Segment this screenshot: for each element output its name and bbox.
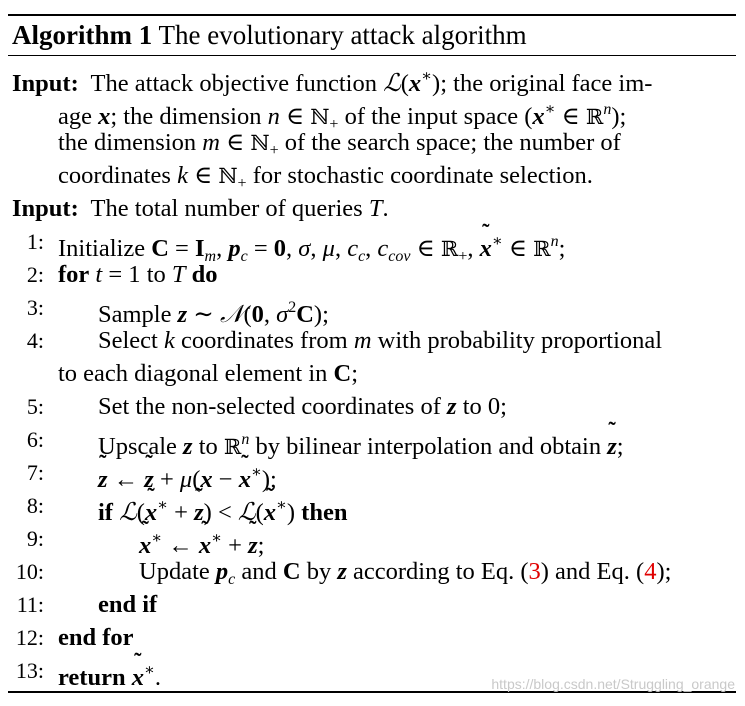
step-11: end if xyxy=(98,591,158,618)
algorithm-caption xyxy=(12,17,527,53)
algorithm-title: The evolutionary attack algorithm xyxy=(158,20,527,50)
step-number: 3: xyxy=(26,295,44,320)
algorithm-label: Algorithm 1 xyxy=(12,20,153,50)
step-6: Upscale z to ℝ$^n$ by bilinear interpolation and obtain ˜ z; xyxy=(98,424,624,463)
step-4-line-2: to each diagonal element in C; xyxy=(58,360,359,387)
step-number: 7: xyxy=(26,460,44,485)
step-number: 10: xyxy=(15,559,44,584)
step-number: 5: xyxy=(26,394,44,419)
input-1-line-4: coordinates k ∈ ℕ$_+$ for stochastic coordinate selection. xyxy=(58,162,593,192)
step-number: 6: xyxy=(26,427,44,452)
step-9: ˜ x∗ ← ˜ x∗ + ˜ z; xyxy=(139,523,264,562)
step-4-line-1: Select k coordinates from m with probability proportional xyxy=(98,327,663,354)
eq-4-link[interactable]: 4 xyxy=(644,558,657,585)
step-12: end for xyxy=(58,624,134,651)
eq-3-link[interactable]: 3 xyxy=(528,558,541,585)
step-number: 1: xyxy=(26,229,44,254)
step-number: 9: xyxy=(26,526,44,551)
caption-rule xyxy=(8,55,736,56)
input-label: Input: xyxy=(12,70,79,97)
watermark: https://blog.csdn.net/Struggling_orange xyxy=(491,676,735,692)
step-8: if ℒ(˜ x∗ + ˜ z) < ℒ(˜ x∗) then xyxy=(98,490,347,529)
step-10: Update $p_c$ and C by z according to Eq. (3) and Eq. (4); xyxy=(139,558,672,588)
step-number: 12: xyxy=(15,625,44,650)
step-5: Set the non-selected coordinates of z to 0; xyxy=(98,393,507,420)
input-2-line: Input: The total number of queries T. xyxy=(12,195,389,222)
step-2: for t = 1 to T do xyxy=(58,261,218,288)
step-number: 11: xyxy=(16,592,44,617)
step-number: 8: xyxy=(26,493,44,518)
step-number: 4: xyxy=(26,328,44,353)
step-3: Sample z ∼ 𝒩(0, $\sigma^2C$); xyxy=(98,299,329,328)
step-number: 2: xyxy=(26,262,44,287)
input-1-line-1: Input: The attack objective function ℒ(x∗); the original face im- xyxy=(12,68,653,97)
step-1: Initialize $C = I_m$, $p_c = 0$, σ, μ, $c_c$, $c_{cov}$ ∈ ℝ$_+$, ˜ x∗ ∈ ℝ$^n$; xyxy=(58,226,565,273)
step-number: 13: xyxy=(15,658,44,683)
step-13: return ˜ x∗. xyxy=(58,655,161,694)
top-rule xyxy=(8,14,736,16)
input-1-line-3: the dimension m ∈ ℕ$_+$ of the search space; the number of xyxy=(58,129,621,159)
step-7: ˜ z ← ˜ z + μ(x − ˜ x∗); xyxy=(98,457,277,496)
input-1-line-2: age x; the dimension n ∈ ℕ$_+$ of the input space (x∗ ∈ ℝ$^n$); xyxy=(58,101,627,133)
